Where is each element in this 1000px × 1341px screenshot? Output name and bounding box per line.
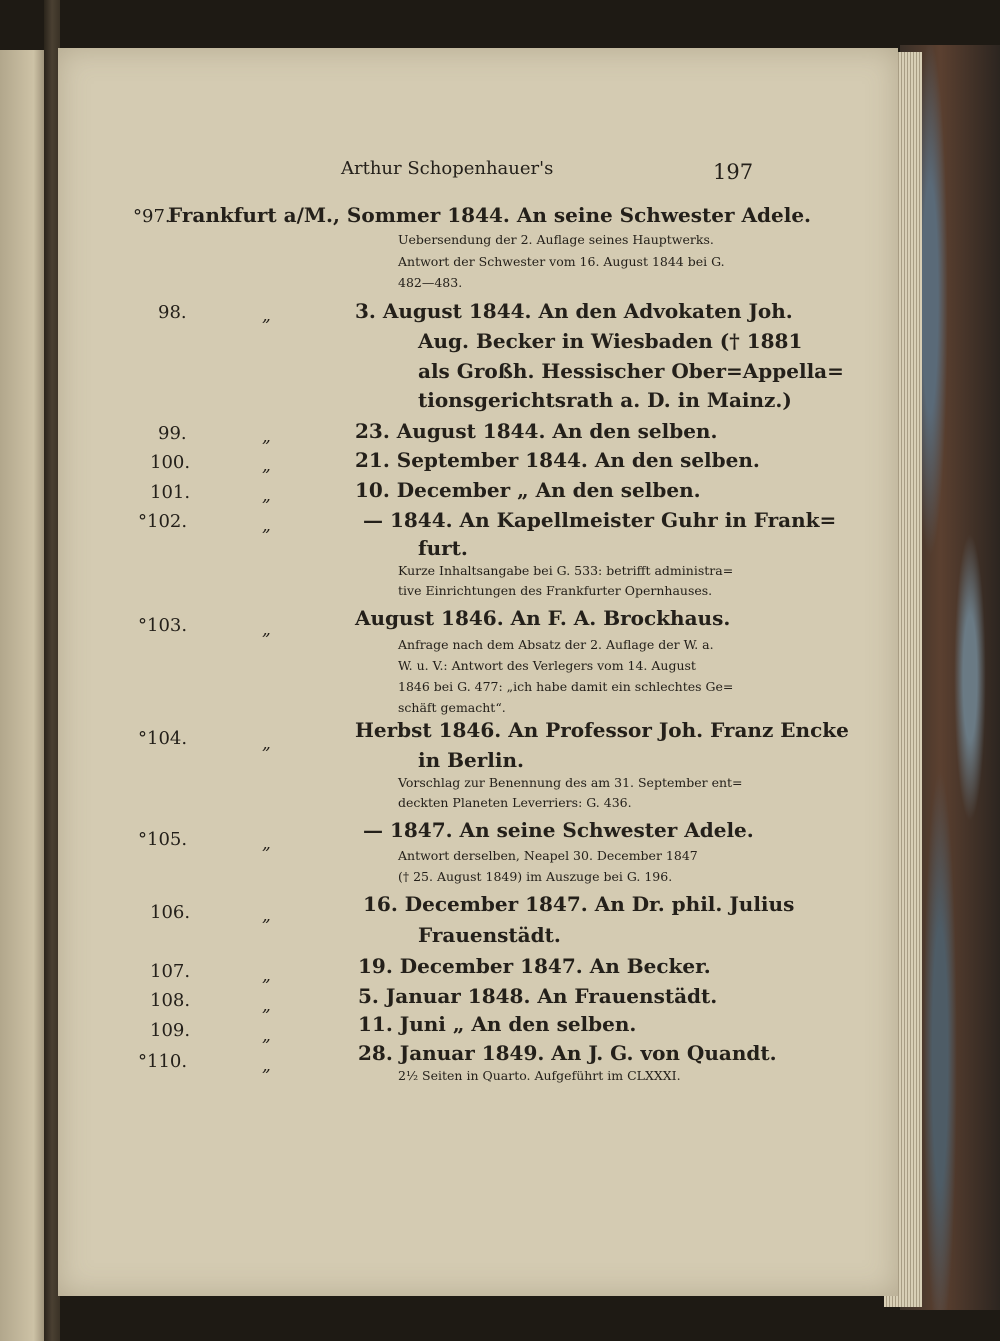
ditto-mark: „ [262, 734, 271, 754]
ditto-mark: „ [262, 456, 271, 476]
ditto-mark: „ [262, 1026, 271, 1046]
ditto-mark: „ [262, 516, 271, 536]
entry-line: — 1844. An Kapellmeister Guhr in Frank= [363, 508, 837, 532]
entry-line: furt. [418, 536, 468, 560]
entry-number: 109. [150, 1020, 191, 1041]
ditto-mark: „ [262, 1056, 271, 1076]
entry-line: August 1846. An F. A. Brockhaus. [355, 606, 731, 630]
entry-number: 108. [150, 990, 191, 1011]
entry-number: 100. [150, 452, 191, 473]
entry-line: in Berlin. [418, 748, 524, 772]
entry-line: 28. Januar 1849. An J. G. von Quandt. [358, 1041, 777, 1065]
entry-note: tive Einrichtungen des Frankfurter Opernhauses. [398, 583, 713, 598]
entry-number: °97. [133, 206, 171, 227]
ditto-mark: „ [262, 906, 271, 926]
entry-line: Frauenstädt. [418, 923, 561, 947]
page-number: 197 [713, 160, 754, 184]
entry-note: 2½ Seiten in Quarto. Aufgeführt im CLXXXI. [398, 1068, 681, 1083]
ditto-mark: „ [262, 486, 271, 506]
ditto-mark: „ [262, 996, 271, 1016]
entry-note: Antwort derselben, Neapel 30. December 1847 [398, 848, 698, 863]
entry-line: 19. December 1847. An Becker. [358, 954, 711, 978]
book-page [58, 48, 898, 1296]
entry-line: 11. Juni „ An den selben. [358, 1012, 637, 1036]
entry-line: Aug. Becker in Wiesbaden († 1881 [418, 329, 803, 353]
entry-note: († 25. August 1849) im Auszuge bei G. 196. [398, 869, 673, 884]
entry-line: Frankfurt a/M., Sommer 1844. An seine Schwester Adele. [168, 203, 812, 227]
entry-number: 99. [158, 423, 187, 444]
ditto-mark: „ [262, 834, 271, 854]
entry-note: Vorschlag zur Benennung des am 31. September ent= [398, 775, 743, 790]
entry-number: 107. [150, 961, 191, 982]
entry-note: Uebersendung der 2. Auflage seines Hauptwerks. [398, 232, 714, 247]
entry-number: 98. [158, 302, 187, 323]
entry-number: 106. [150, 902, 191, 923]
ditto-mark: „ [262, 966, 271, 986]
running-header: Arthur Schopenhauer's [341, 158, 554, 179]
entry-note: Anfrage nach dem Absatz der 2. Auflage der W. a. [398, 637, 714, 652]
entry-line: 10. December „ An den selben. [355, 478, 701, 502]
entry-note: 1846 bei G. 477: „ich habe damit ein schlechtes Ge= [398, 679, 734, 694]
left-page-edge [0, 50, 48, 1341]
entry-note: Antwort der Schwester vom 16. August 1844 bei G. [398, 254, 725, 269]
entry-line: als Großh. Hessischer Ober=Appella= [418, 359, 844, 383]
entry-line: 21. September 1844. An den selben. [355, 448, 760, 472]
entry-number: °105. [138, 829, 188, 850]
entry-number: °103. [138, 615, 188, 636]
entry-note: W. u. V.: Antwort des Verlegers vom 14. August [398, 658, 696, 673]
ditto-mark: „ [262, 620, 271, 640]
entry-note: deckten Planeten Leverriers: G. 436. [398, 795, 632, 810]
ditto-mark: „ [262, 427, 271, 447]
entry-line: 23. August 1844. An den selben. [355, 419, 718, 443]
entry-number: 101. [150, 482, 191, 503]
entry-line: 5. Januar 1848. An Frauenstädt. [358, 984, 718, 1008]
entry-line: — 1847. An seine Schwester Adele. [363, 818, 754, 842]
ditto-mark: „ [262, 306, 271, 326]
entry-number: °104. [138, 728, 188, 749]
entry-note: Kurze Inhaltsangabe bei G. 533: betrifft administra= [398, 563, 734, 578]
entry-line: 16. December 1847. An Dr. phil. Julius [363, 892, 795, 916]
entry-note: 482—483. [398, 275, 463, 290]
entry-line: 3. August 1844. An den Advokaten Joh. [355, 299, 793, 323]
entry-number: °110. [138, 1051, 188, 1072]
entry-note: schäft gemacht“. [398, 700, 506, 715]
entry-line: Herbst 1846. An Professor Joh. Franz Encke [355, 718, 849, 742]
entry-number: °102. [138, 511, 188, 532]
entry-line: tionsgerichtsrath a. D. in Mainz.) [418, 388, 792, 412]
